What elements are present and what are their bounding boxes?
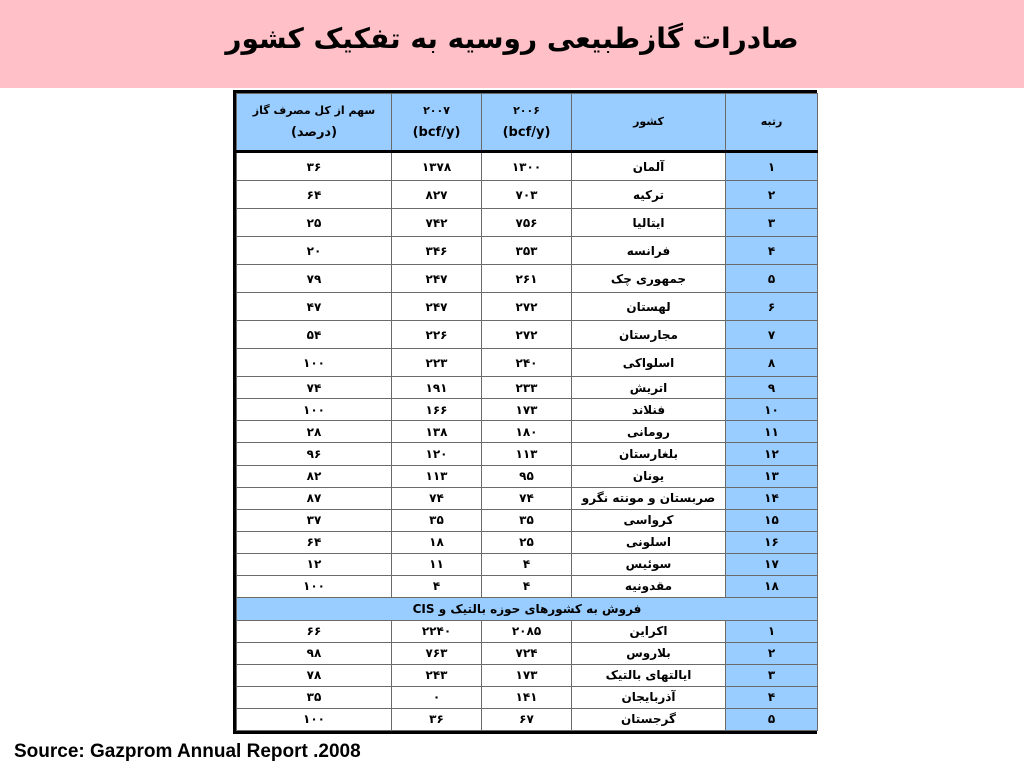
table-row xyxy=(237,465,818,487)
cell-country: اسلونی xyxy=(572,531,726,553)
cell-country: اکراین xyxy=(572,620,726,642)
table-row xyxy=(237,399,818,421)
cell-y2007: ۱۲۰ xyxy=(392,443,482,465)
cell-rank: ۱۴ xyxy=(726,487,818,509)
cell-country: مجارستان xyxy=(572,321,726,349)
cell-country: ایتالیا xyxy=(572,209,726,237)
cell-y2006: ۷۵۶ xyxy=(482,209,572,237)
cell-rank: ۱ xyxy=(726,152,818,181)
cell-y2006: ۲۷۲ xyxy=(482,293,572,321)
cell-share: ۱۰۰ xyxy=(237,399,392,421)
table-row xyxy=(237,487,818,509)
header-share: سهم از کل مصرف گاز (درصد) xyxy=(237,94,392,152)
cell-rank: ۷ xyxy=(726,321,818,349)
header-rank: رتبه xyxy=(726,94,818,152)
cell-share: ۳۵ xyxy=(237,686,392,708)
cell-y2006: ۱۱۳ xyxy=(482,443,572,465)
cell-y2007: ۳۴۶ xyxy=(392,237,482,265)
cell-y2007: ۸۲۷ xyxy=(392,181,482,209)
cell-y2006: ۱۴۱ xyxy=(482,686,572,708)
cell-country: گرجستان xyxy=(572,708,726,730)
table-row xyxy=(237,642,818,664)
cell-y2007: ۲۴۳ xyxy=(392,664,482,686)
table-row xyxy=(237,708,818,730)
cell-country: لهستان xyxy=(572,293,726,321)
cell-share: ۱۰۰ xyxy=(237,349,392,377)
cell-share: ۸۷ xyxy=(237,487,392,509)
cell-y2007: ۱۸ xyxy=(392,531,482,553)
table-row xyxy=(237,377,818,399)
table-row xyxy=(237,686,818,708)
cell-share: ۶۶ xyxy=(237,620,392,642)
cell-country: سوئیس xyxy=(572,553,726,575)
cell-y2007: ۰ xyxy=(392,686,482,708)
cell-country: ایالتهای بالتیک xyxy=(572,664,726,686)
cell-y2007: ۳۶ xyxy=(392,708,482,730)
cell-rank: ۶ xyxy=(726,293,818,321)
cell-country: بلغارستان xyxy=(572,443,726,465)
cell-share: ۹۸ xyxy=(237,642,392,664)
cell-y2006: ۲۴۰ xyxy=(482,349,572,377)
cell-rank: ۱۰ xyxy=(726,399,818,421)
cell-rank: ۱۶ xyxy=(726,531,818,553)
cell-country: اتریش xyxy=(572,377,726,399)
cell-share: ۲۸ xyxy=(237,421,392,443)
cell-country: رومانی xyxy=(572,421,726,443)
cell-y2006: ۷۰۳ xyxy=(482,181,572,209)
cell-share: ۱۲ xyxy=(237,553,392,575)
cell-rank: ۱۳ xyxy=(726,465,818,487)
cell-rank: ۵ xyxy=(726,708,818,730)
cell-share: ۹۶ xyxy=(237,443,392,465)
table-row xyxy=(237,531,818,553)
cell-y2007: ۳۵ xyxy=(392,509,482,531)
cell-country: آذربایجان xyxy=(572,686,726,708)
cell-share: ۷۸ xyxy=(237,664,392,686)
table-row xyxy=(237,575,818,597)
table-row xyxy=(237,237,818,265)
cell-country: صربستان و مونته نگرو xyxy=(572,487,726,509)
cell-y2006: ۹۵ xyxy=(482,465,572,487)
cell-y2006: ۴ xyxy=(482,575,572,597)
cell-y2007: ۲۴۷ xyxy=(392,265,482,293)
exports-table-container xyxy=(233,90,817,734)
cell-rank: ۴ xyxy=(726,686,818,708)
cell-country: بلاروس xyxy=(572,642,726,664)
cell-share: ۷۴ xyxy=(237,377,392,399)
cell-y2006: ۷۲۴ xyxy=(482,642,572,664)
table-row xyxy=(237,321,818,349)
cell-y2006: ۲۷۲ xyxy=(482,321,572,349)
table-row xyxy=(237,209,818,237)
cell-y2006: ۲۶۱ xyxy=(482,265,572,293)
cell-y2007: ۲۴۷ xyxy=(392,293,482,321)
cell-country: یونان xyxy=(572,465,726,487)
cell-rank: ۱ xyxy=(726,620,818,642)
cell-y2006: ۳۵ xyxy=(482,509,572,531)
table-row xyxy=(237,443,818,465)
cell-y2006: ۶۷ xyxy=(482,708,572,730)
table-row xyxy=(237,421,818,443)
cell-y2007: ۱۱۳ xyxy=(392,465,482,487)
cell-y2007: ۷۴ xyxy=(392,487,482,509)
cell-country: جمهوری چک xyxy=(572,265,726,293)
cell-share: ۲۰ xyxy=(237,237,392,265)
cell-rank: ۱۵ xyxy=(726,509,818,531)
cell-y2007: ۲۲۴۰ xyxy=(392,620,482,642)
cell-country: ترکیه xyxy=(572,181,726,209)
cell-y2006: ۱۸۰ xyxy=(482,421,572,443)
cell-rank: ۱۸ xyxy=(726,575,818,597)
table-body xyxy=(237,152,818,731)
header-2006: ۲۰۰۶ (bcf/y) xyxy=(482,94,572,152)
cell-country: فرانسه xyxy=(572,237,726,265)
cell-y2007: ۲۲۳ xyxy=(392,349,482,377)
cell-y2006: ۲۰۸۵ xyxy=(482,620,572,642)
cell-country: آلمان xyxy=(572,152,726,181)
cell-share: ۱۰۰ xyxy=(237,575,392,597)
cell-y2007: ۲۲۶ xyxy=(392,321,482,349)
cell-y2007: ۷۴۲ xyxy=(392,209,482,237)
cell-y2006: ۱۷۳ xyxy=(482,399,572,421)
cell-rank: ۴ xyxy=(726,237,818,265)
cell-share: ۶۴ xyxy=(237,181,392,209)
exports-table xyxy=(236,93,818,731)
table-row xyxy=(237,349,818,377)
cell-y2006: ۱۷۳ xyxy=(482,664,572,686)
cell-y2006: ۷۴ xyxy=(482,487,572,509)
cell-y2006: ۲۳۳ xyxy=(482,377,572,399)
cell-rank: ۸ xyxy=(726,349,818,377)
cell-country: کرواسی xyxy=(572,509,726,531)
cell-rank: ۱۷ xyxy=(726,553,818,575)
section-title: فروش به کشورهای حوزه بالتیک و CIS xyxy=(237,597,818,620)
cell-share: ۵۴ xyxy=(237,321,392,349)
cell-rank: ۳ xyxy=(726,664,818,686)
table-row xyxy=(237,265,818,293)
cell-rank: ۲ xyxy=(726,181,818,209)
table-row xyxy=(237,509,818,531)
table-row xyxy=(237,620,818,642)
title-bar xyxy=(0,0,1024,88)
header-2007: ۲۰۰۷ (bcf/y) xyxy=(392,94,482,152)
cell-y2007: ۴ xyxy=(392,575,482,597)
cell-y2006: ۲۵ xyxy=(482,531,572,553)
cell-share: ۳۶ xyxy=(237,152,392,181)
cell-share: ۴۷ xyxy=(237,293,392,321)
cell-y2007: ۷۶۳ xyxy=(392,642,482,664)
cell-y2006: ۱۳۰۰ xyxy=(482,152,572,181)
cell-share: ۲۵ xyxy=(237,209,392,237)
cell-y2007: ۱۹۱ xyxy=(392,377,482,399)
cell-share: ۷۹ xyxy=(237,265,392,293)
cell-y2007: ۱۳۷۸ xyxy=(392,152,482,181)
slide-title: صادرات گازطبیعی روسیه به تفکیک کشور xyxy=(225,22,799,55)
cell-y2007: ۱۶۶ xyxy=(392,399,482,421)
table-row xyxy=(237,152,818,181)
cell-rank: ۳ xyxy=(726,209,818,237)
cell-rank: ۱۱ xyxy=(726,421,818,443)
cell-rank: ۹ xyxy=(726,377,818,399)
cell-country: مقدونیه xyxy=(572,575,726,597)
section-header-row xyxy=(237,597,818,620)
cell-rank: ۵ xyxy=(726,265,818,293)
cell-y2006: ۴ xyxy=(482,553,572,575)
cell-country: فنلاند xyxy=(572,399,726,421)
cell-rank: ۲ xyxy=(726,642,818,664)
table-row xyxy=(237,181,818,209)
cell-country: اسلواکی xyxy=(572,349,726,377)
header-country: کشور xyxy=(572,94,726,152)
table-row xyxy=(237,293,818,321)
cell-y2007: ۱۳۸ xyxy=(392,421,482,443)
cell-share: ۳۷ xyxy=(237,509,392,531)
cell-share: ۶۴ xyxy=(237,531,392,553)
cell-y2006: ۳۵۳ xyxy=(482,237,572,265)
cell-y2007: ۱۱ xyxy=(392,553,482,575)
header-row xyxy=(237,94,818,152)
table-row xyxy=(237,553,818,575)
cell-share: ۱۰۰ xyxy=(237,708,392,730)
cell-rank: ۱۲ xyxy=(726,443,818,465)
cell-share: ۸۲ xyxy=(237,465,392,487)
table-row xyxy=(237,664,818,686)
source-note: Source: Gazprom Annual Report .2008 xyxy=(14,741,361,762)
